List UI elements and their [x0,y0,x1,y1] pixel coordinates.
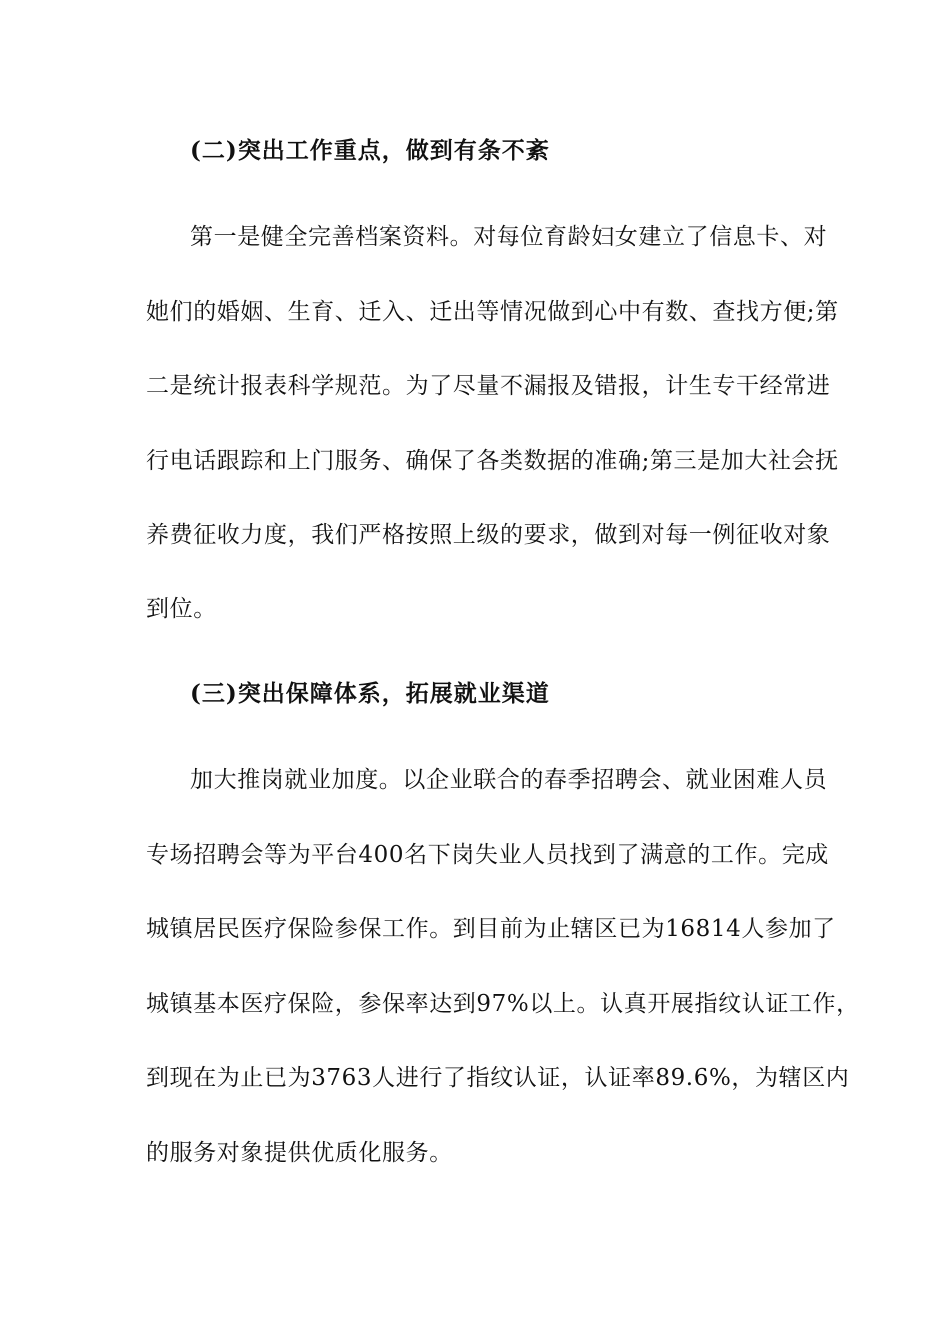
paragraph-line: 到现在为止已为3763人进行了指纹认证，认证率89.6%，为辖区内 [146,1065,850,1091]
paragraph-line: 加大推岗就业加度。以企业联合的春季招聘会、就业困难人员 [190,767,828,793]
paragraph-line: 她们的婚姻、生育、迁入、迁出等情况做到心中有数、查找方便;第 [146,299,839,325]
paragraph-line: 城镇基本医疗保险，参保率达到97%以上。认真开展指纹认证工作， [146,991,860,1017]
paragraph-line: 行电话跟踪和上门服务、确保了各类数据的准确;第三是加大社会抚 [146,448,839,474]
paragraph-line: 养费征收力度，我们严格按照上级的要求，做到对每一例征收对象 [146,522,831,548]
section-heading-2: (二)突出工作重点，做到有条不紊 [190,137,550,164]
paragraph-line: 城镇居民医疗保险参保工作。到目前为止辖区已为16814人参加了 [146,916,836,942]
paragraph-line: 专场招聘会等为平台400名下岗失业人员找到了满意的工作。完成 [146,842,829,868]
paragraph-line: 的服务对象提供优质化服务。 [146,1140,453,1166]
section-heading-3: (三)突出保障体系，拓展就业渠道 [190,680,550,707]
paragraph-line: 二是统计报表科学规范。为了尽量不漏报及错报，计生专干经常进 [146,373,831,399]
paragraph-line: 第一是健全完善档案资料。对每位育龄妇女建立了信息卡、对 [190,224,828,250]
paragraph-line: 到位。 [146,596,217,622]
